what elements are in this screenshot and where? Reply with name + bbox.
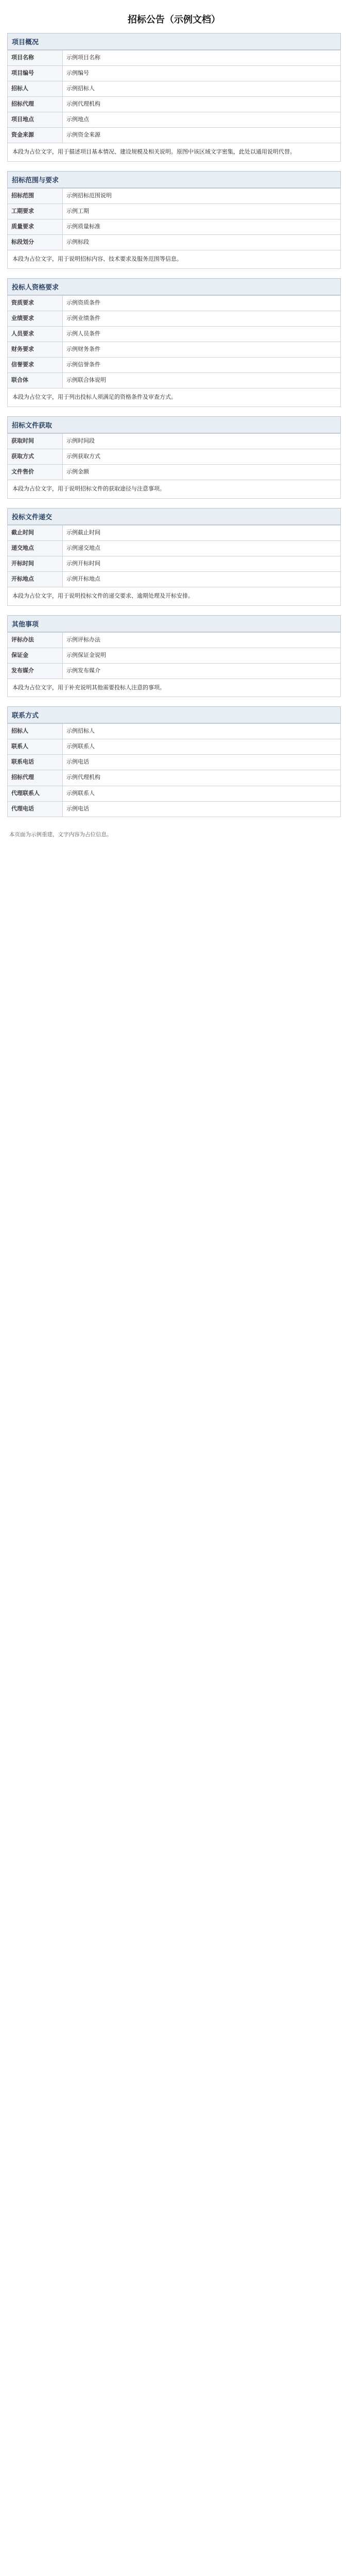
row-label: 截止时间 (8, 525, 63, 540)
row-label: 联系电话 (8, 755, 63, 770)
document-page (0, 0, 348, 855)
row-label: 招标人 (8, 81, 63, 97)
row-label: 保证金 (8, 648, 63, 663)
row-value: 示例代理机构 (63, 97, 341, 112)
footer-note: 本页面为示例重建，文字内容为占位信息。 (9, 831, 112, 838)
row-value: 示例电话 (63, 755, 341, 770)
info-table (7, 433, 341, 480)
row-label: 代理电话 (8, 801, 63, 817)
table-row (8, 358, 341, 373)
table-row (8, 755, 341, 770)
row-value: 示例业绩条件 (63, 311, 341, 326)
table-row (8, 433, 341, 449)
row-value: 示例资质条件 (63, 295, 341, 311)
row-value: 示例获取方式 (63, 449, 341, 464)
row-label: 文件售价 (8, 464, 63, 480)
table-row (8, 540, 341, 556)
row-label: 人员要求 (8, 326, 63, 342)
row-value: 示例保证金说明 (63, 648, 341, 663)
row-value: 示例编号 (63, 66, 341, 81)
table-row (8, 326, 341, 342)
table-row (8, 235, 341, 250)
table-row (8, 112, 341, 128)
row-value: 示例信誉条件 (63, 358, 341, 373)
row-value: 示例发布媒介 (63, 663, 341, 679)
row-value: 示例开标地点 (63, 571, 341, 587)
row-label: 开标时间 (8, 556, 63, 571)
table-row (8, 648, 341, 663)
table-row (8, 464, 341, 480)
row-value: 示例质量标准 (63, 219, 341, 235)
row-value: 示例标段 (63, 235, 341, 250)
section (7, 33, 341, 162)
document-title: 招标公告（示例文档） (128, 14, 220, 25)
row-value: 示例人员条件 (63, 326, 341, 342)
row-label: 评标办法 (8, 632, 63, 648)
table-row (8, 571, 341, 587)
section-paragraph: 本段为占位文字，用于列出投标人须满足的资格条件及审查方式。 (7, 388, 341, 407)
table-row (8, 219, 341, 235)
table-row (8, 449, 341, 464)
row-label: 工期要求 (8, 204, 63, 219)
row-label: 质量要求 (8, 219, 63, 235)
row-value: 示例时间段 (63, 433, 341, 449)
table-row (8, 632, 341, 648)
row-label: 标段划分 (8, 235, 63, 250)
row-label: 获取方式 (8, 449, 63, 464)
section (7, 416, 341, 499)
section-paragraph: 本段为占位文字，用于说明招标内容、技术要求及服务范围等信息。 (7, 250, 341, 269)
row-value: 示例代理机构 (63, 770, 341, 786)
row-label: 联系人 (8, 739, 63, 755)
section (7, 615, 341, 698)
table-row (8, 786, 341, 801)
row-label: 业绩要求 (8, 311, 63, 326)
row-label: 获取时间 (8, 433, 63, 449)
row-label: 招标人 (8, 724, 63, 739)
section-heading: 投标文件递交 (7, 508, 341, 525)
section (7, 278, 341, 407)
table-row (8, 66, 341, 81)
row-label: 项目地点 (8, 112, 63, 128)
table-row (8, 188, 341, 204)
section-paragraph: 本段为占位文字，用于说明招标文件的获取途径与注意事项。 (7, 480, 341, 499)
row-value: 示例招标人 (63, 724, 341, 739)
row-value: 示例电话 (63, 801, 341, 817)
row-label: 资金来源 (8, 128, 63, 143)
section-heading: 招标范围与要求 (7, 171, 341, 188)
table-row (8, 81, 341, 97)
section-heading: 招标文件获取 (7, 416, 341, 433)
row-value: 示例联合体说明 (63, 373, 341, 388)
info-table (7, 295, 341, 388)
section-heading: 其他事项 (7, 615, 341, 632)
row-value: 示例递交地点 (63, 540, 341, 556)
row-label: 信誉要求 (8, 358, 63, 373)
table-row (8, 311, 341, 326)
info-table (7, 632, 341, 679)
row-value: 示例开标时间 (63, 556, 341, 571)
section-heading: 投标人资格要求 (7, 278, 341, 295)
section (7, 706, 341, 817)
table-row (8, 724, 341, 739)
row-label: 发布媒介 (8, 663, 63, 679)
row-label: 招标代理 (8, 770, 63, 786)
table-row (8, 663, 341, 679)
info-table (7, 188, 341, 250)
table-row (8, 556, 341, 571)
row-label: 财务要求 (8, 342, 63, 357)
table-row (8, 342, 341, 357)
row-label: 开标地点 (8, 571, 63, 587)
table-row (8, 128, 341, 143)
row-label: 代理联系人 (8, 786, 63, 801)
section-paragraph: 本段为占位文字，用于描述项目基本情况、建设规模及相关说明。原图中该区域文字密集，此处以通用说明代替。 (7, 143, 341, 162)
table-row (8, 50, 341, 66)
row-value: 示例项目名称 (63, 50, 341, 66)
row-label: 招标代理 (8, 97, 63, 112)
table-row (8, 770, 341, 786)
table-row (8, 525, 341, 540)
table-row (8, 295, 341, 311)
sections-container (7, 33, 341, 817)
info-table (7, 723, 341, 817)
info-table (7, 525, 341, 587)
row-value: 示例工期 (63, 204, 341, 219)
row-value: 示例财务条件 (63, 342, 341, 357)
row-value: 示例资金来源 (63, 128, 341, 143)
table-row (8, 739, 341, 755)
row-label: 联合体 (8, 373, 63, 388)
table-row (8, 373, 341, 388)
table-row (8, 801, 341, 817)
row-label: 资质要求 (8, 295, 63, 311)
section-heading: 项目概况 (7, 33, 341, 50)
row-value: 示例金额 (63, 464, 341, 480)
row-value: 示例联系人 (63, 786, 341, 801)
section-heading: 联系方式 (7, 706, 341, 723)
row-label: 招标范围 (8, 188, 63, 204)
section (7, 171, 341, 269)
row-value: 示例评标办法 (63, 632, 341, 648)
section (7, 508, 341, 606)
section-paragraph: 本段为占位文字，用于说明投标文件的递交要求、逾期处理及开标安排。 (7, 587, 341, 606)
section-paragraph: 本段为占位文字，用于补充说明其他需要投标人注意的事项。 (7, 679, 341, 698)
table-row (8, 97, 341, 112)
info-table (7, 50, 341, 143)
row-label: 递交地点 (8, 540, 63, 556)
row-value: 示例截止时间 (63, 525, 341, 540)
row-value: 示例地点 (63, 112, 341, 128)
row-value: 示例联系人 (63, 739, 341, 755)
row-label: 项目名称 (8, 50, 63, 66)
table-row (8, 204, 341, 219)
row-value: 示例招标人 (63, 81, 341, 97)
row-value: 示例招标范围说明 (63, 188, 341, 204)
row-label: 项目编号 (8, 66, 63, 81)
